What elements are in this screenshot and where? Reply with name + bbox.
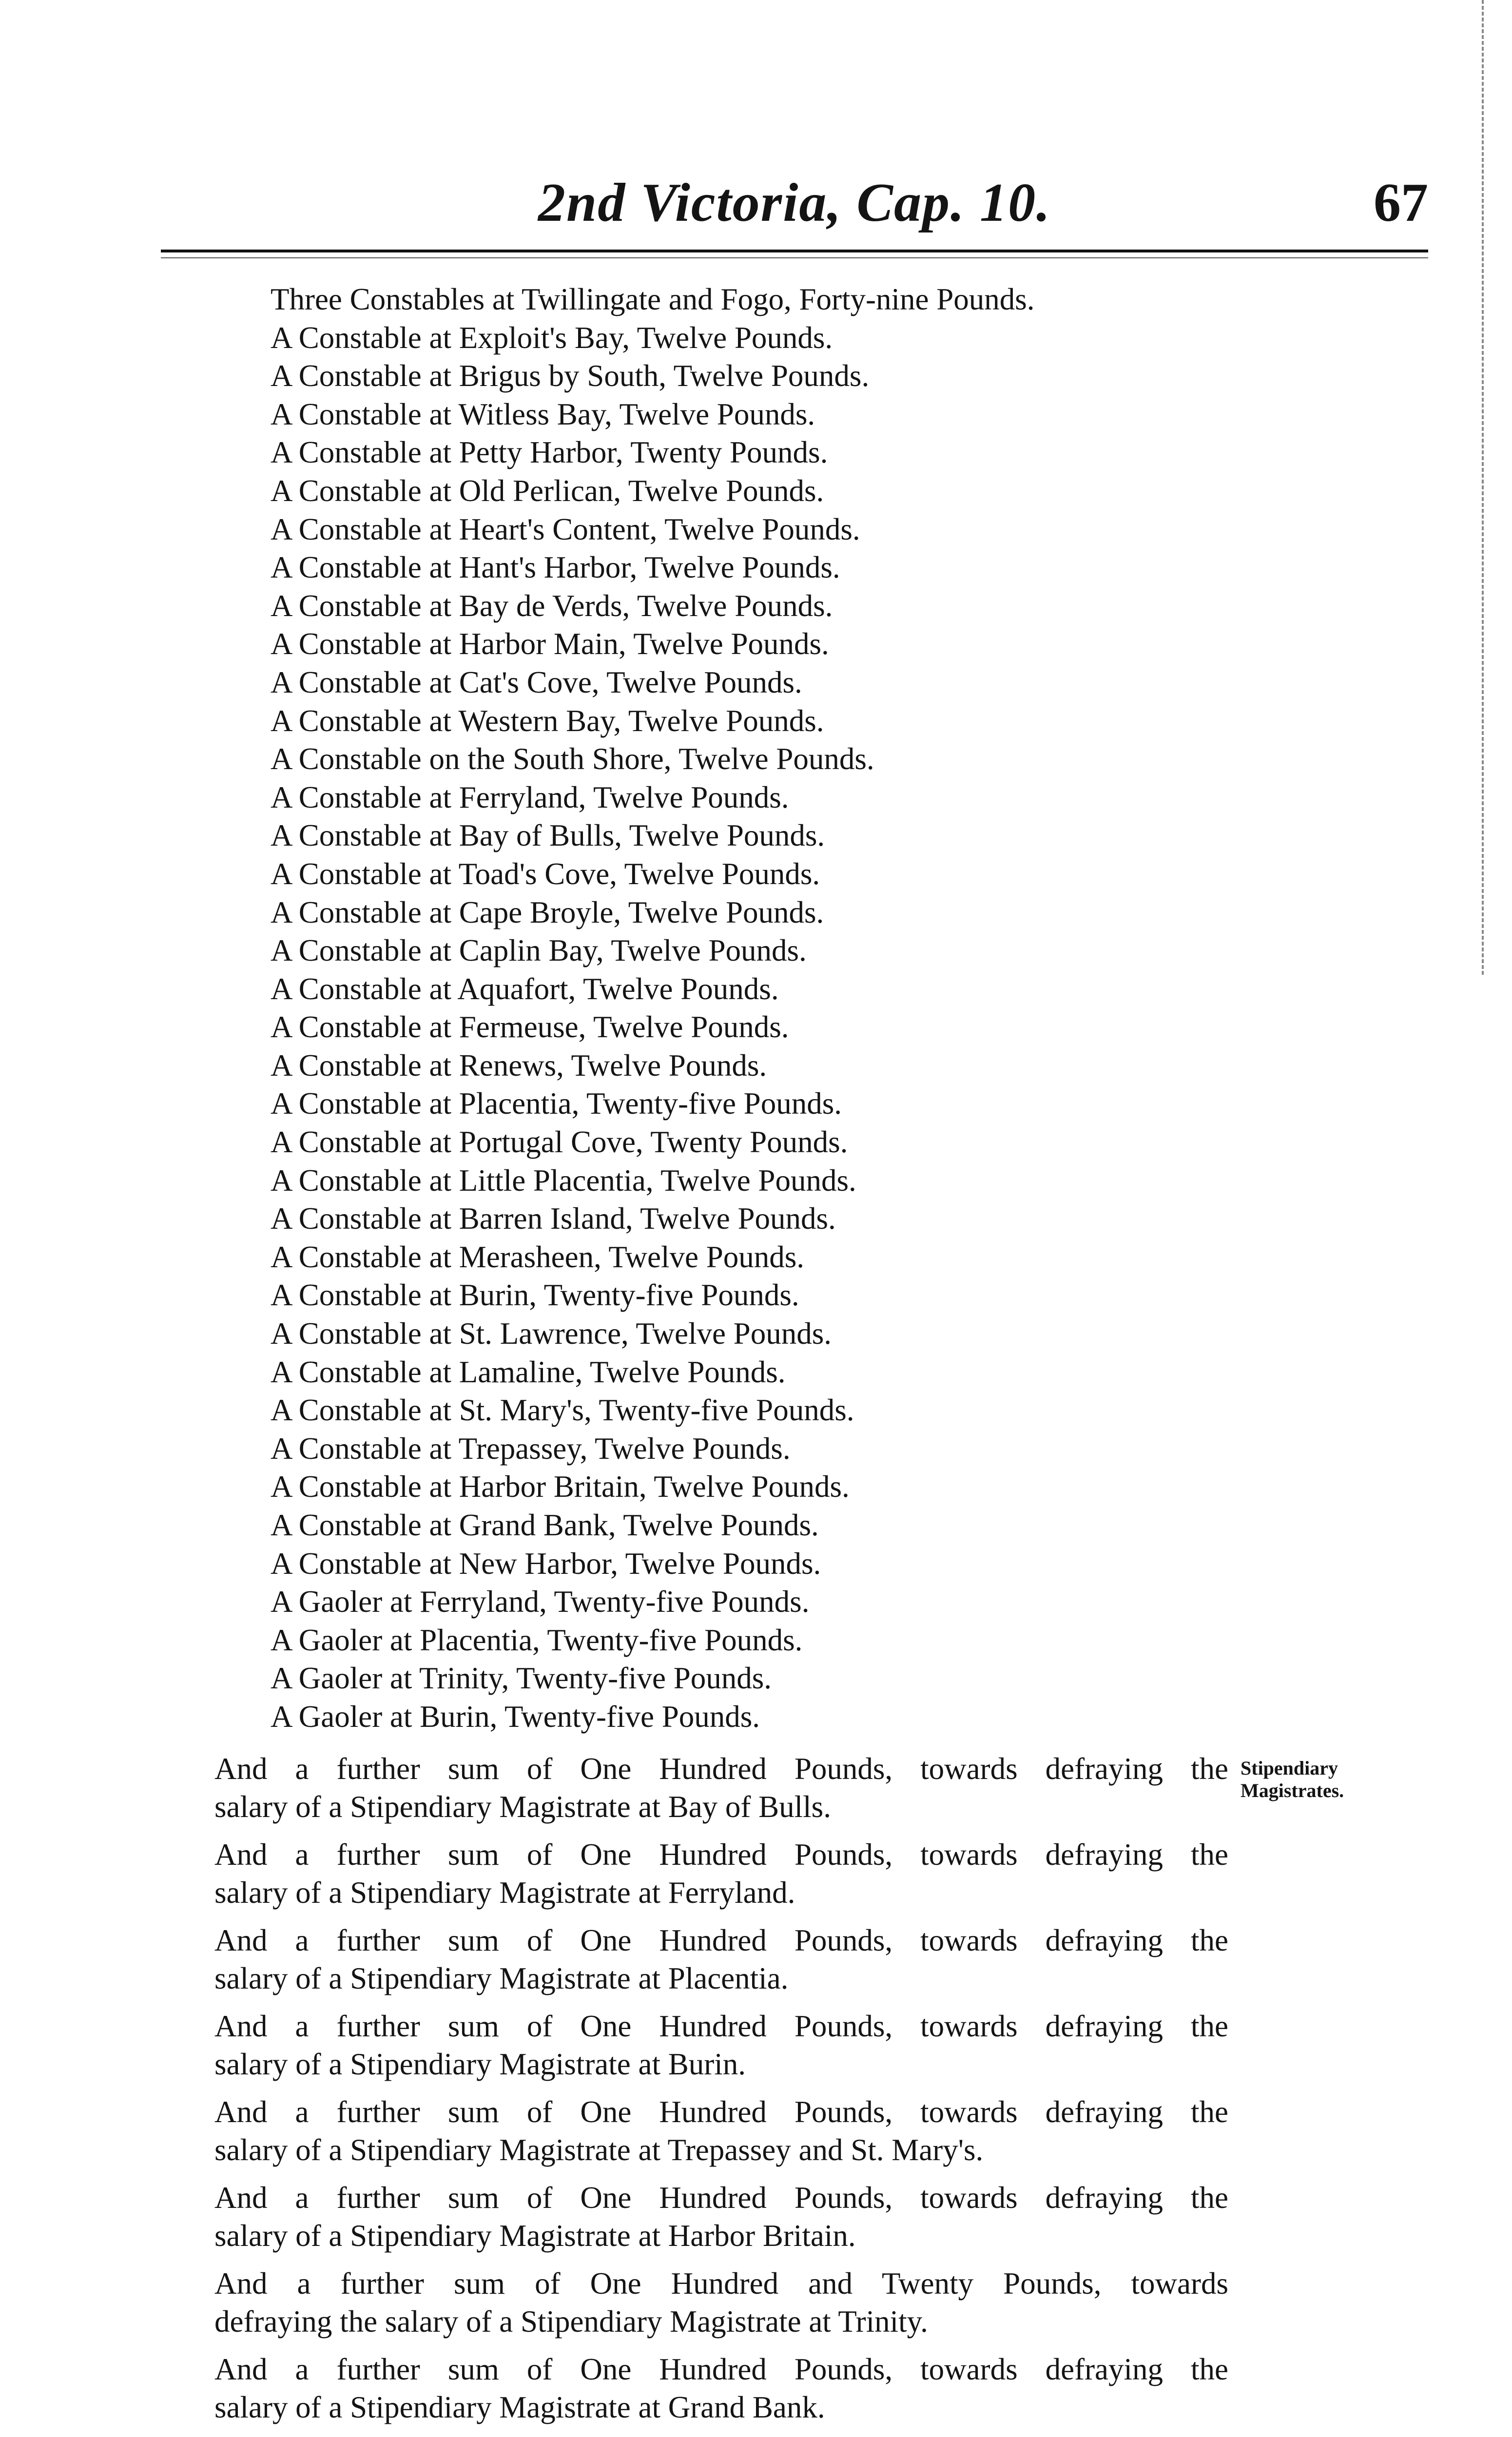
paragraph-line: salary of a Stipendiary Magistrate at Placentia. [214,1961,789,1995]
list-item: A Constable at Aquafort, Twelve Pounds. [271,971,779,1006]
header-rule-thin [161,257,1428,258]
salary-paragraph [180,2179,1228,2255]
paragraph-line: salary of a Stipendiary Magistrate at Ferryland. [214,1876,795,1910]
list-item: Three Constables at Twillingate and Fogo, Forty-nine Pounds. [271,282,1035,316]
salary-paragraph [180,1750,1228,1826]
list-item: A Constable at Cape Broyle, Twelve Pounds. [271,895,824,929]
list-item: A Constable at Lamaline, Twelve Pounds. [271,1354,786,1389]
list-item: A Constable at Exploit's Bay, Twelve Pounds. [271,320,833,355]
paragraph-line: salary of a Stipendiary Magistrate at Grand Bank. [214,2390,825,2424]
paragraph-line: salary of a Stipendiary Magistrate at Burin. [214,2047,746,2081]
list-item: A Constable at Barren Island, Twelve Pounds. [271,1201,836,1236]
page-number: 67 [1374,173,1428,233]
list-item: A Constable at Fermeuse, Twelve Pounds. [271,1010,789,1044]
list-item: A Constable at Portugal Cove, Twenty Pounds. [271,1125,848,1160]
list-item: A Constable at Petty Harbor, Twenty Pounds. [271,435,828,470]
salary-paragraph [180,2093,1228,2169]
list-item: A Constable at Bay de Verds, Twelve Pounds. [271,588,833,623]
list-item: A Constable at Little Placentia, Twelve Pounds. [271,1163,856,1198]
paragraph-line: And a further sum of One Hundred Pounds, towards defraying the [214,2095,1228,2129]
list-item: A Constable at Trepassey, Twelve Pounds. [271,1431,791,1466]
list-item: A Constable at Merasheen, Twelve Pounds. [271,1239,804,1274]
list-item: A Constable at Toad's Cove, Twelve Pounds. [271,856,820,891]
paragraph-line: salary of a Stipendiary Magistrate at Harbor Britain. [214,2219,856,2253]
paragraph-line: And a further sum of One Hundred Pounds, towards defraying the [214,2009,1228,2043]
margin-note: Stipendiary Magistrates. [1241,1757,1344,1801]
paragraph-line: salary of a Stipendiary Magistrate at Trepassey and St. Mary's. [214,2133,984,2167]
paragraph-line: And a further sum of One Hundred Pounds, towards defraying the [214,1752,1228,1786]
list-item: A Constable at St. Lawrence, Twelve Pounds. [271,1316,832,1351]
list-item: A Constable at New Harbor, Twelve Pounds. [271,1546,821,1581]
list-item: A Gaoler at Placentia, Twenty-five Pounds. [271,1623,803,1657]
paragraph-line: And a further sum of One Hundred Pounds, towards defraying the [214,1923,1228,1957]
salary-paragraph [180,1921,1228,1997]
list-item: A Constable at Harbor Main, Twelve Pounds. [271,627,829,661]
salary-paragraph [180,1836,1228,1912]
list-item: A Constable at Hant's Harbor, Twelve Pounds. [271,550,840,585]
page-edge-line [1482,0,1484,975]
paragraph-line: defraying the salary of a Stipendiary Magistrate at Trinity. [214,2304,928,2339]
list-item: A Gaoler at Ferryland, Twenty-five Pounds. [271,1585,810,1619]
list-item: A Gaoler at Burin, Twenty-five Pounds. [271,1699,760,1734]
salary-paragraph [180,2350,1228,2426]
list-item: A Constable at Western Bay, Twelve Pounds. [271,703,824,738]
list-item: A Constable at Witless Bay, Twelve Pounds. [271,397,815,431]
list-item: A Constable at Old Perlican, Twelve Pounds. [271,473,824,508]
paragraph-line: And a further sum of One Hundred Pounds, towards defraying the [214,1837,1228,1872]
list-item: A Constable at Harbor Britain, Twelve Pounds. [271,1470,850,1504]
list-item: A Gaoler at Trinity, Twenty-five Pounds. [271,1661,772,1696]
list-item: A Constable at Burin, Twenty-five Pounds. [271,1278,799,1313]
paragraph-line: And a further sum of One Hundred and Twenty Pounds, towards [214,2266,1228,2301]
list-item: A Constable on the South Shore, Twelve Pounds. [271,742,874,776]
header-rule [161,250,1428,252]
list-item: A Constable at Heart's Content, Twelve Pounds. [271,512,860,546]
list-item: A Constable at Renews, Twelve Pounds. [271,1048,767,1083]
paragraph-line: And a further sum of One Hundred Pounds, towards defraying the [214,2181,1228,2215]
salary-paragraph [180,2264,1228,2340]
salary-paragraphs [180,1750,1228,2436]
list-item: A Constable at Ferryland, Twelve Pounds. [271,780,789,814]
list-item: A Constable at Brigus by South, Twelve Pounds. [271,359,870,393]
paragraph-line: And a further sum of One Hundred Pounds, towards defraying the [214,2352,1228,2386]
list-item: A Constable at Placentia, Twenty-five Pounds. [271,1086,842,1121]
list-item: A Constable at Caplin Bay, Twelve Pounds. [271,933,807,968]
list-item: A Constable at Cat's Cove, Twelve Pounds. [271,665,802,699]
list-item: A Constable at Grand Bank, Twelve Pounds. [271,1508,819,1542]
constables-list [271,280,1318,1736]
running-head [161,175,1428,249]
list-item: A Constable at St. Mary's, Twenty-five Pounds. [271,1393,854,1428]
list-item: A Constable at Bay of Bulls, Twelve Pounds. [271,818,825,853]
page-title: 2nd Victoria, Cap. 10. [538,173,1051,233]
salary-paragraph [180,2007,1228,2083]
paragraph-line: salary of a Stipendiary Magistrate at Bay of Bulls. [214,1790,831,1824]
